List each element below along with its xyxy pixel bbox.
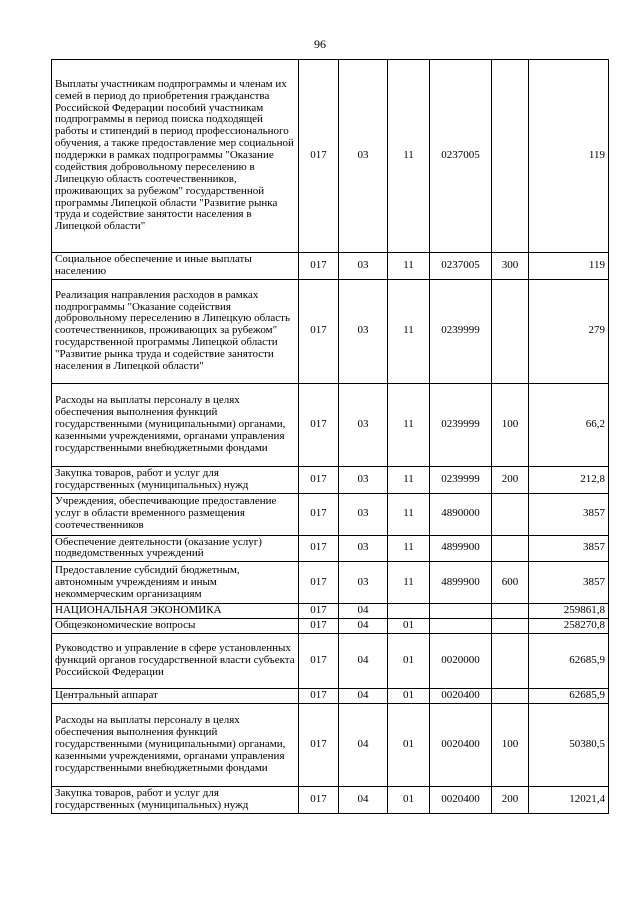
sum-cell: 119 <box>529 253 609 280</box>
table-row <box>52 60 609 253</box>
section-code-cell: 03 <box>339 493 388 535</box>
table-row <box>52 253 609 280</box>
ministry-code-cell: 017 <box>299 466 339 493</box>
ministry-code-cell: 017 <box>299 619 339 634</box>
table-row <box>52 535 609 562</box>
subsection-code-cell: 01 <box>388 634 430 689</box>
budget-table <box>51 59 609 814</box>
ministry-code-cell: 017 <box>299 253 339 280</box>
sum-cell: 62685,9 <box>529 634 609 689</box>
row-name-cell: Расходы на выплаты персоналу в целях обеспечения выполнения функций государственными (муниципальными) органами, казенными учреждениями, органами управления государственными внебюджетными фондами <box>52 383 299 466</box>
subsection-code-cell: 01 <box>388 703 430 786</box>
row-name-cell: Социальное обеспечение и иные выплаты населению <box>52 253 299 280</box>
sum-cell: 279 <box>529 279 609 383</box>
section-code-cell: 04 <box>339 786 388 813</box>
ministry-code-cell: 017 <box>299 604 339 619</box>
ministry-code-cell: 017 <box>299 493 339 535</box>
sum-cell: 119 <box>529 60 609 253</box>
section-code-cell: 03 <box>339 253 388 280</box>
ministry-code-cell: 017 <box>299 634 339 689</box>
target-code-cell: 0020400 <box>430 689 492 704</box>
target-code-cell: 0020000 <box>430 634 492 689</box>
table-row <box>52 383 609 466</box>
table-row <box>52 619 609 634</box>
subsection-code-cell: 11 <box>388 383 430 466</box>
sum-cell: 3857 <box>529 493 609 535</box>
target-code-cell: 0020400 <box>430 703 492 786</box>
row-name-cell: Обеспечение деятельности (оказание услуг) подведомственных учреждений <box>52 535 299 562</box>
sum-cell: 66,2 <box>529 383 609 466</box>
section-code-cell: 04 <box>339 634 388 689</box>
sum-cell: 259861,8 <box>529 604 609 619</box>
sum-cell: 258270,8 <box>529 619 609 634</box>
target-code-cell: 4899900 <box>430 562 492 604</box>
table-row <box>52 604 609 619</box>
sum-cell: 212,8 <box>529 466 609 493</box>
expense-kind-cell <box>492 604 529 619</box>
expense-kind-cell <box>492 493 529 535</box>
subsection-code-cell: 01 <box>388 689 430 704</box>
expense-kind-cell <box>492 279 529 383</box>
row-name-cell: Реализация направления расходов в рамках подпрограммы "Оказание содействия добровольному переселению в Липецкую область соотечественников, проживающих за рубежом" государственной программы Липецкой области "Развитие рынка труда и содействие занятости населения в Липецкой области" <box>52 279 299 383</box>
expense-kind-cell: 200 <box>492 466 529 493</box>
ministry-code-cell: 017 <box>299 786 339 813</box>
expense-kind-cell <box>492 60 529 253</box>
subsection-code-cell: 01 <box>388 786 430 813</box>
section-code-cell: 03 <box>339 562 388 604</box>
section-code-cell: 03 <box>339 60 388 253</box>
table-row <box>52 786 609 813</box>
table-row <box>52 493 609 535</box>
section-code-cell: 04 <box>339 703 388 786</box>
row-name-cell: Предоставление субсидий бюджетным, автономным учреждениям и иным некоммерческим организациям <box>52 562 299 604</box>
row-name-cell: Расходы на выплаты персоналу в целях обеспечения выполнения функций государственными (муниципальными) органами, казенными учреждениями, органами управления государственными внебюджетными фондами <box>52 703 299 786</box>
target-code-cell: 0239999 <box>430 279 492 383</box>
target-code-cell: 0020400 <box>430 786 492 813</box>
expense-kind-cell <box>492 619 529 634</box>
subsection-code-cell: 01 <box>388 619 430 634</box>
row-name-cell: НАЦИОНАЛЬНАЯ ЭКОНОМИКА <box>52 604 299 619</box>
expense-kind-cell: 200 <box>492 786 529 813</box>
section-code-cell: 03 <box>339 279 388 383</box>
row-name-cell: Закупка товаров, работ и услуг для государственных (муниципальных) нужд <box>52 466 299 493</box>
page-number: 96 <box>314 37 326 51</box>
target-code-cell: 0237005 <box>430 253 492 280</box>
subsection-code-cell <box>388 604 430 619</box>
subsection-code-cell: 11 <box>388 562 430 604</box>
table-row <box>52 562 609 604</box>
ministry-code-cell: 017 <box>299 689 339 704</box>
section-code-cell: 04 <box>339 604 388 619</box>
row-name-cell: Центральный аппарат <box>52 689 299 704</box>
table-row <box>52 466 609 493</box>
target-code-cell: 0237005 <box>430 60 492 253</box>
target-code-cell: 4890000 <box>430 493 492 535</box>
expense-kind-cell: 100 <box>492 383 529 466</box>
ministry-code-cell: 017 <box>299 279 339 383</box>
section-code-cell: 03 <box>339 383 388 466</box>
table-row <box>52 634 609 689</box>
target-code-cell: 0239999 <box>430 383 492 466</box>
sum-cell: 50380,5 <box>529 703 609 786</box>
target-code-cell: 0239999 <box>430 466 492 493</box>
table-row <box>52 703 609 786</box>
row-name-cell: Выплаты участникам подпрограммы и членам их семей в период до приобретения гражданства Российской Федерации пособий участникам подпрограммы в период поиска подходящей работы и стипендий в период профессионального обучения, а также предоставление мер социальной поддержки в рамках подпрограммы "Оказание содействия добровольному переселению в Липецкую область соотечественников, проживающих за рубежом" государственной программы Липецкой области "Развитие рынка труда и содействие занятости населения в Липецкой области" <box>52 60 299 253</box>
section-code-cell: 03 <box>339 535 388 562</box>
row-name-cell: Руководство и управление в сфере установленных функций органов государственной власти субъекта Российской Федерации <box>52 634 299 689</box>
ministry-code-cell: 017 <box>299 562 339 604</box>
row-name-cell: Общеэкономические вопросы <box>52 619 299 634</box>
expense-kind-cell <box>492 535 529 562</box>
sum-cell: 3857 <box>529 535 609 562</box>
target-code-cell <box>430 604 492 619</box>
ministry-code-cell: 017 <box>299 60 339 253</box>
ministry-code-cell: 017 <box>299 383 339 466</box>
subsection-code-cell: 11 <box>388 60 430 253</box>
expense-kind-cell: 300 <box>492 253 529 280</box>
expense-kind-cell <box>492 689 529 704</box>
sum-cell: 3857 <box>529 562 609 604</box>
subsection-code-cell: 11 <box>388 466 430 493</box>
subsection-code-cell: 11 <box>388 253 430 280</box>
expense-kind-cell: 100 <box>492 703 529 786</box>
section-code-cell: 04 <box>339 619 388 634</box>
sum-cell: 62685,9 <box>529 689 609 704</box>
target-code-cell: 4899900 <box>430 535 492 562</box>
sum-cell: 12021,4 <box>529 786 609 813</box>
table-row <box>52 279 609 383</box>
section-code-cell: 04 <box>339 689 388 704</box>
ministry-code-cell: 017 <box>299 535 339 562</box>
ministry-code-cell: 017 <box>299 703 339 786</box>
table-row <box>52 689 609 704</box>
section-code-cell: 03 <box>339 466 388 493</box>
expense-kind-cell: 600 <box>492 562 529 604</box>
target-code-cell <box>430 619 492 634</box>
subsection-code-cell: 11 <box>388 535 430 562</box>
expense-kind-cell <box>492 634 529 689</box>
subsection-code-cell: 11 <box>388 493 430 535</box>
row-name-cell: Учреждения, обеспечивающие предоставление услуг в области временного размещения соотечественников <box>52 493 299 535</box>
subsection-code-cell: 11 <box>388 279 430 383</box>
budget-table-body <box>52 60 609 814</box>
row-name-cell: Закупка товаров, работ и услуг для государственных (муниципальных) нужд <box>52 786 299 813</box>
